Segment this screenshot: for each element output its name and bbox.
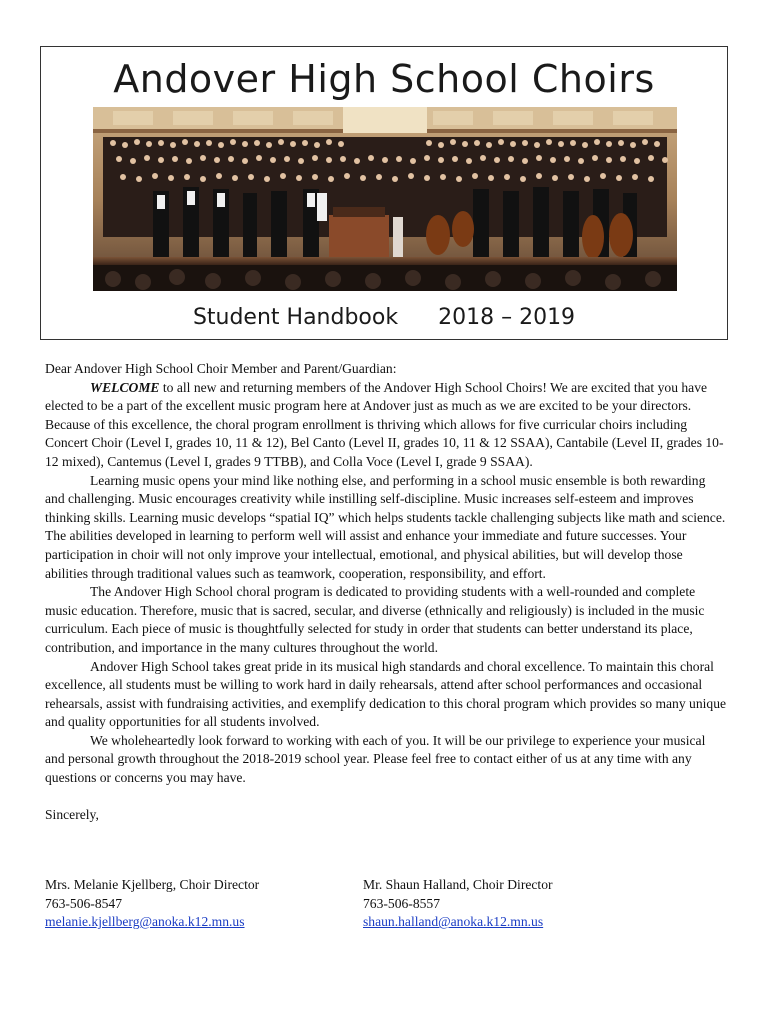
paragraph-1-text: to all new and returning members of the Andover High School Choirs! We are excited that you have elected to be a part of the excellent music program here at Andover just as much as we are excited to be your directors. Because of this excellence, the choral program enrollment is thriving which allows for five curricular choirs including Concert Choir (Level I, grades 10, 11 & 12), Bel Canto (Level II, grades 10, 11 & 12 SSAA), Cantabile (Level II, grades 10-12 mixed), Cantemus (Level I, grades 9 TTBB), and Colla Voce (Level I, grade 9 SSAA).	[45, 379, 724, 469]
signature-kjellberg	[45, 876, 259, 932]
director-phone: 763-506-8547	[45, 895, 123, 911]
paragraph-4: Andover High School takes great pride in its musical high standards and choral excellence. To maintain this choral excellence, all students must be willing to work hard in daily rehearsals, attend after school performances and occasional rehearsals, assist with fundraising activities, and exemplify dedication to this choral program which provides so many unique and quality opportunities for all students involved.	[45, 658, 727, 730]
closing: Sincerely,	[45, 807, 99, 823]
paragraph-3: The Andover High School choral program is dedicated to providing students with a well-rounded and complete music education. Therefore, music that is sacred, secular, and diverse (ethnically and religiously) is included in the music curriculum. Each piece of music is thoughtfully selected for study in order that students can better understand its place, contribution, and importance in the many cultures throughout the world.	[45, 584, 705, 655]
paragraph-2: Learning music opens your mind like nothing else, and performing in a school music ensemble is both rewarding and challenging. Music encourages creativity while instilling self-discipline. Music increases self-esteem and improves thinking skills. Learning music develops “spatial IQ” which helps students tackle challenging subjects like math and science. The abilities developed in learning to perform well will assist and enhance your immediate and future successes. Your participation in choir will not only improve your intellectual, emotional, and physical abilities, but will develop those abilities through traditional values such as teamwork, cooperation, responsibility, and effort.	[45, 472, 726, 581]
director-email-link[interactable]: melanie.kjellberg@anoka.k12.mn.us	[45, 914, 245, 930]
director-phone: 763-506-8557	[363, 895, 441, 911]
signature-halland	[363, 876, 553, 932]
cover-title: Andover High School Choirs	[113, 57, 655, 101]
welcome-emphasis: WELCOME	[90, 379, 160, 395]
choir-concert-photo	[93, 107, 677, 291]
paragraph-welcome	[45, 379, 727, 472]
salutation: Dear Andover High School Choir Member and Parent/Guardian:	[45, 361, 397, 376]
director-name: Mr. Shaun Halland, Choir Director	[363, 877, 553, 892]
handbook-label: Student Handbook	[192, 305, 399, 330]
director-email-link[interactable]: shaun.halland@anoka.k12.mn.us	[363, 914, 544, 930]
welcome-letter	[45, 360, 727, 825]
director-name: Mrs. Melanie Kjellberg, Choir Director	[45, 877, 260, 892]
school-year: 2018 – 2019	[438, 305, 576, 330]
paragraph-5: We wholeheartedly look forward to working with each of you. It will be our privilege to experience your musical and personal growth throughout the 2018-2019 school year. Please feel free to contact either of us at any time with any questions or concerns you may have.	[45, 732, 706, 786]
cover-subtitle	[41, 305, 727, 330]
cover-box	[40, 46, 728, 340]
